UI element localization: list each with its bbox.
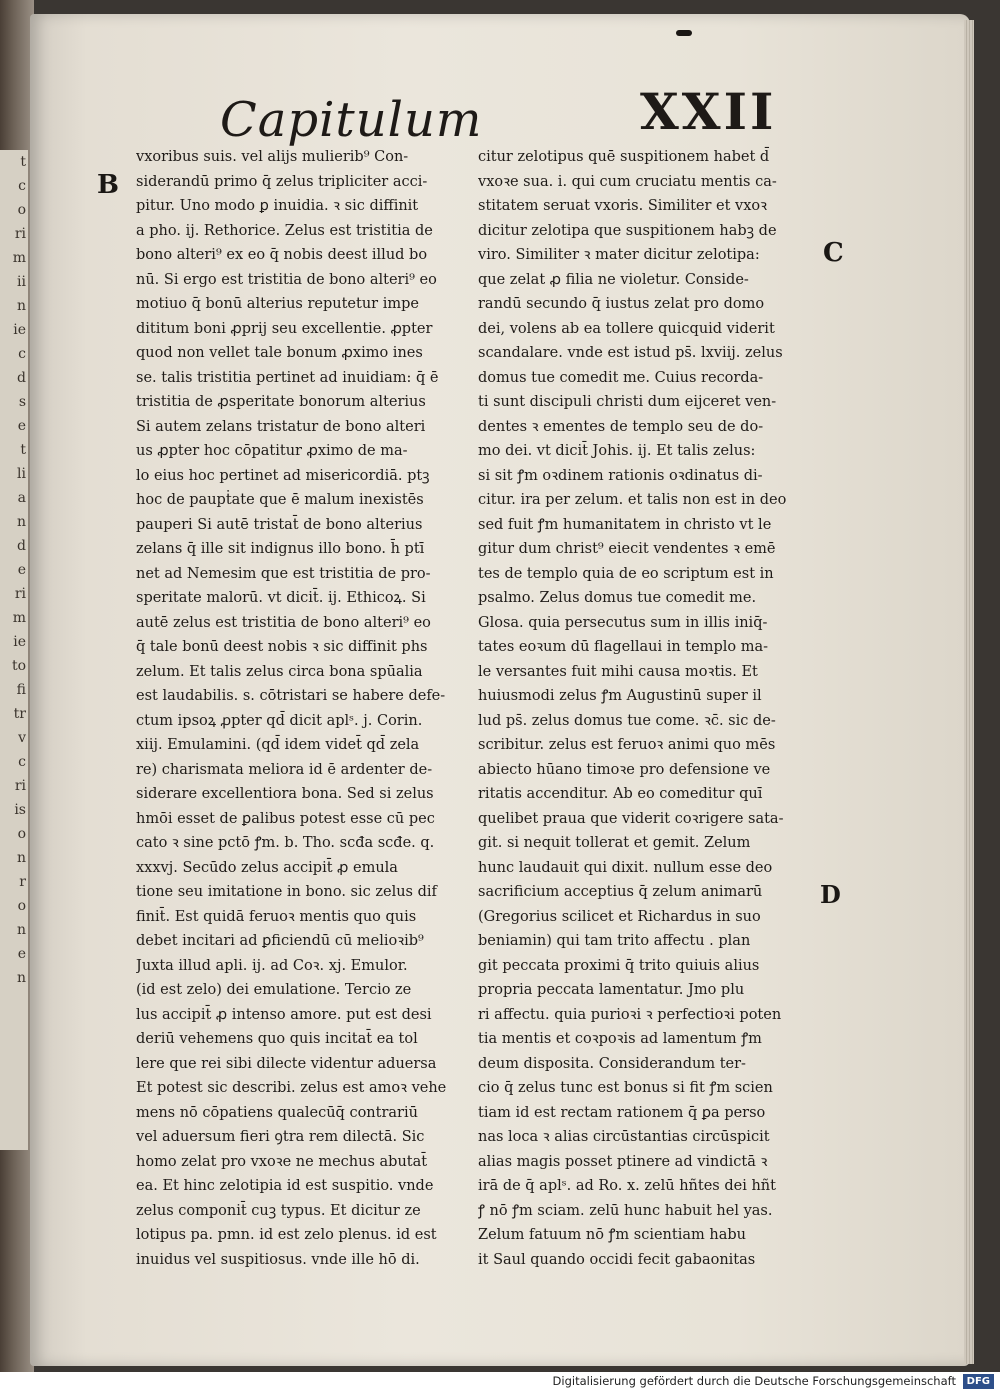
text-line: hunc laudauit qui dixit. nullum esse deo: [478, 859, 773, 876]
text-line: se. talis tristitia pertinet ad inuidiam: q̄ ē: [136, 369, 439, 386]
prev-page-fragment: c: [18, 754, 26, 770]
previous-page-strip: [0, 150, 28, 1150]
text-line: dicitur zelotipa que suspitionem habꝫ de: [478, 222, 777, 239]
prev-page-fragment: c: [18, 346, 26, 362]
chapter-number: XXII: [640, 82, 777, 141]
text-line: inuidus vel suspitiosus. vnde ille hō di.: [136, 1251, 420, 1268]
text-line: Zelum fatuum nō ꝭm scientiam habu: [478, 1227, 746, 1243]
text-line: net ad Nemesim que est tristitia de pro-: [136, 565, 431, 582]
prev-page-fragment: li: [17, 466, 26, 482]
text-line: Juxta illud apli. ij. ad Coꝛ. xj. Emulor.: [136, 957, 408, 974]
prev-page-fragment: m: [12, 250, 26, 266]
text-line: ea. Et hinc zelotipia id est suspitio. vnde: [136, 1178, 434, 1194]
text-line: scribitur. zelus est feruoꝛ animi quo mēs: [478, 737, 776, 753]
text-line: nū. Si ergo est tristitia de bono alteri⁹ eo: [136, 271, 437, 288]
text-line: ritatis accenditur. Ab eo comeditur quī: [478, 786, 763, 802]
text-line: quod non vellet tale bonum ꝓximo ines: [136, 345, 423, 361]
text-line: speritate malorū. vt dicit̄. ij. Ethicoꝝ. Si: [136, 590, 426, 606]
prev-page-fragment: t: [20, 154, 26, 170]
text-line: Glosa. quia persecutus sum in illis iniq̄-: [478, 614, 768, 631]
text-line: homo zelat pro vxoꝛe ne mechus abutat̄: [136, 1153, 428, 1170]
text-line: cato ꝛ sine pctō ꝭm. b. Tho. scđa scđe. q.: [136, 835, 435, 851]
funding-credit: Digitalisierung gefördert durch die Deutsche Forschungsgemeinschaft: [552, 1374, 956, 1388]
text-line: propria peccata lamentatur. Jmo plu: [478, 982, 745, 998]
text-column-left: [136, 145, 456, 1272]
text-line: vel aduersum fieri ꝯtra rem dilectā. Sic: [136, 1129, 425, 1145]
text-line: dei, volens ab ea tollere quicquid viderit: [478, 320, 775, 337]
text-line: huiusmodi zelus ꝭm Augustinū super il: [478, 688, 762, 704]
text-line: pitur. Uno modo ꝑ inuidia. ꝛ sic diffinit: [136, 198, 419, 214]
prev-page-fragment: o: [17, 202, 26, 218]
dfg-logo: DFG: [963, 1374, 994, 1389]
text-line: vxoribus suis. vel alijs mulierib⁹ Con-: [136, 149, 409, 165]
text-line: tiam id est rectam rationem q̄ ꝑa perso: [478, 1104, 766, 1121]
text-line: ti sunt discipuli christi dum eijceret ven-: [478, 394, 777, 410]
prev-page-fragment: ie: [13, 634, 26, 650]
text-line: lotipus pa. pmn. id est zelo plenus. id est: [136, 1227, 437, 1243]
text-line: hmōi esset de ꝑalibus potest esse cū pec: [136, 810, 435, 827]
text-line: Si autem zelans tristatur de bono alteri: [136, 418, 426, 435]
text-line: quelibet praua que viderit coꝛrigere sata-: [478, 810, 784, 827]
section-marker-c: C: [823, 238, 844, 268]
text-line: tione seu imitatione in bono. sic zelus dif: [136, 884, 437, 900]
prev-page-fragment: e: [17, 562, 26, 578]
text-line: tia mentis et coꝛpoꝛis ad lamentum ꝭm: [478, 1031, 762, 1047]
text-line: est laudabilis. s. cōtristari se habere defe-: [136, 688, 446, 704]
text-line: zelum. Et talis zelus circa bona spūalia: [136, 663, 423, 680]
text-line: scandalare. vnde est istud ps̄. lxviij. zelus: [478, 345, 783, 361]
prev-page-fragment: tr: [13, 706, 26, 722]
text-line: cio q̄ zelus tunc est bonus si fit ꝭm scien: [478, 1080, 773, 1096]
text-line: domus tue comedit me. Cuius recorda-: [478, 369, 764, 386]
prev-page-fragment: d: [17, 538, 26, 554]
text-line: abiecto hūano timoꝛe pro defensione ve: [478, 761, 771, 778]
prev-page-fragment: n: [16, 298, 26, 314]
text-line: deum disposita. Considerandum ter-: [478, 1055, 746, 1072]
text-line: zelus componit̄ cuꝫ typus. Et dicitur ze: [136, 1202, 421, 1219]
text-line: mens nō cōpatiens qualecūq̄ contrariū: [136, 1104, 418, 1121]
text-line: gitur dum christ⁹ eiecit vendentes ꝛ emē: [478, 541, 776, 557]
prev-page-fragment: d: [17, 370, 26, 386]
prev-page-fragment: v: [18, 730, 26, 746]
text-line: motiuo q̄ bonū alterius reputetur impe: [136, 296, 419, 312]
prev-page-fragment: o: [17, 898, 26, 914]
prev-page-fragment: a: [17, 490, 26, 506]
prev-page-fragment: c: [18, 178, 26, 194]
text-line: irā de q̄ aplˢ. ad Ro. x. zelū hñtes dei hñt: [478, 1178, 776, 1194]
text-line: le versantes fuit mihi causa moꝛtis. Et: [478, 663, 758, 680]
prev-page-fragment: t: [20, 442, 26, 458]
text-line: beniamin) qui tam trito affectu . plan: [478, 933, 751, 949]
text-line: xxxvj. Secūdo zelus accipit̄ ꝓ emula: [136, 859, 398, 876]
text-line: ri affectu. quia purioꝛi ꝛ perfectioꝛi poten: [478, 1006, 782, 1023]
text-line: que zelat ꝓ filia ne violetur. Conside-: [478, 271, 749, 288]
prev-page-fragment: s: [18, 394, 26, 410]
text-line: psalmo. Zelus domus tue comedit me.: [478, 590, 757, 606]
text-line: us ꝓpter hoc cōpatitur ꝓximo de ma-: [136, 443, 408, 459]
text-line: citur zelotipus quē suspitionem habet d̄: [478, 149, 770, 165]
text-line: randū secundo q̄ iustus zelat pro domo: [478, 296, 765, 312]
prev-page-fragment: e: [17, 418, 26, 434]
text-line: dititum boni ꝓprij seu excellentie. ꝓpter: [136, 320, 433, 337]
text-line: finit̄. Est quidā feruoꝛ mentis quo quis: [136, 908, 417, 925]
text-line: xiij. Emulamini. (qd̄ idem videt̄ qd̄ zela: [136, 737, 420, 753]
prev-page-fragment: to: [11, 658, 26, 674]
text-line: ꝭ nō ꝭm sciam. zelū hunc habuit hel yas.: [478, 1202, 773, 1219]
text-line: nas loca ꝛ alias circūstantias circūspicit: [478, 1129, 770, 1145]
text-line: re) charismata meliora id ē ardenter de-: [136, 761, 433, 778]
text-line: citur. ira per zelum. et talis non est in deo: [478, 492, 787, 508]
prev-page-fragment: ri: [14, 226, 26, 242]
text-line: lud ps̄. zelus domus tue come. ꝛc̄. sic de-: [478, 712, 776, 729]
prev-page-fragment: r: [19, 874, 26, 890]
prev-page-fragment: m: [12, 610, 26, 626]
text-line: tates eoꝛum dū flagellaui in templo ma-: [478, 639, 769, 655]
text-line: Et potest sic describi. zelus est amoꝛ vehe: [136, 1080, 447, 1096]
text-line: lus accipit̄ ꝓ intenso amore. put est desi: [136, 1006, 432, 1023]
ink-mark: [676, 30, 692, 36]
prev-page-fragment: n: [16, 850, 26, 866]
text-line: git peccata proximi q̄ trito quiuis alius: [478, 957, 760, 974]
prev-page-fragment: e: [17, 946, 26, 962]
text-line: a pho. ij. Rethorice. Zelus est tristitia de: [136, 222, 433, 239]
text-line: (Gregorius scilicet et Richardus in suo: [478, 908, 761, 925]
text-line: ctum ipsoꝝ ꝓpter qd̄ dicit aplˢ. j. Corin.: [136, 712, 423, 729]
text-line: zelans q̄ ille sit indignus illo bono. h̄ ptī: [136, 541, 425, 557]
prev-page-fragment: ii: [17, 274, 26, 290]
text-line: siderare excellentiora bona. Sed si zelus: [136, 786, 434, 802]
text-line: it Saul quando occidi fecit gabaonitas: [478, 1251, 756, 1268]
text-line: lo eius hoc pertinet ad misericordiā. ptꝫ: [136, 467, 430, 484]
text-line: tes de templo quia de eo scriptum est in: [478, 565, 774, 582]
prev-page-fragment: fi: [16, 682, 26, 698]
prev-page-fragment: ri: [14, 778, 26, 794]
prev-page-fragment: n: [16, 970, 26, 986]
text-line: bono alteri⁹ ex eo q̄ nobis deest illud bo: [136, 247, 428, 263]
text-line: autē zelus est tristitia de bono alteri⁹ eo: [136, 614, 431, 631]
text-line: stitatem seruat vxoris. Similiter et vxoꝛ: [478, 198, 768, 214]
text-line: hoc de paupṫate que ē malum inexistēs: [136, 492, 424, 508]
prev-page-fragment: ri: [14, 586, 26, 602]
text-line: deriū vehemens quo quis incitat̄ ea tol: [136, 1031, 418, 1047]
text-line: git. si nequit tollerat et gemit. Zelum: [478, 835, 751, 851]
section-marker-d: D: [820, 880, 841, 909]
text-line: lere que rei sibi dilecte videntur aduersa: [136, 1055, 437, 1072]
text-line: (id est zelo) dei emulatione. Tercio ze: [136, 982, 412, 998]
prev-page-fragment: ie: [13, 322, 26, 338]
section-marker-b: B: [97, 170, 119, 200]
prev-page-fragment: n: [16, 514, 26, 530]
text-line: sacrificium acceptius q̄ zelum animarū: [478, 884, 763, 900]
text-line: tristitia de ꝓsperitate bonorum alterius: [136, 394, 426, 410]
prev-page-fragment: o: [17, 826, 26, 842]
text-line: alias magis posset ptinere ad vindictā ꝛ: [478, 1153, 768, 1170]
text-line: debet incitari ad ꝑficiendū cū melioꝛib⁹: [136, 933, 424, 949]
text-line: sed fuit ꝭm humanitatem in christo vt le: [478, 516, 772, 533]
text-line: pauperi Si autē tristat̄ de bono alterius: [136, 516, 423, 533]
text-line: q̄ tale bonū deest nobis ꝛ sic diffinit phs: [136, 639, 428, 655]
text-line: mo dei. vt dicit̄ Johis. ij. Et talis zelus:: [478, 443, 756, 459]
text-line: vxoꝛe sua. i. qui cum cruciatu mentis ca-: [478, 173, 777, 190]
running-head-capitulum: Capitulum: [220, 92, 483, 148]
text-line: si sit ꝭm oꝛdinem rationis oꝛdinatus di-: [478, 467, 763, 484]
text-line: dentes ꝛ ementes de templo seu de do-: [478, 418, 764, 435]
text-line: siderandū primo q̄ zelus tripliciter acci-: [136, 173, 428, 190]
text-column-right: [478, 145, 798, 1272]
prev-page-fragment: is: [14, 802, 26, 818]
text-line: viro. Similiter ꝛ mater dicitur zelotipa:: [478, 247, 760, 263]
prev-page-fragment: n: [16, 922, 26, 938]
page-fore-edge: [964, 20, 974, 1364]
